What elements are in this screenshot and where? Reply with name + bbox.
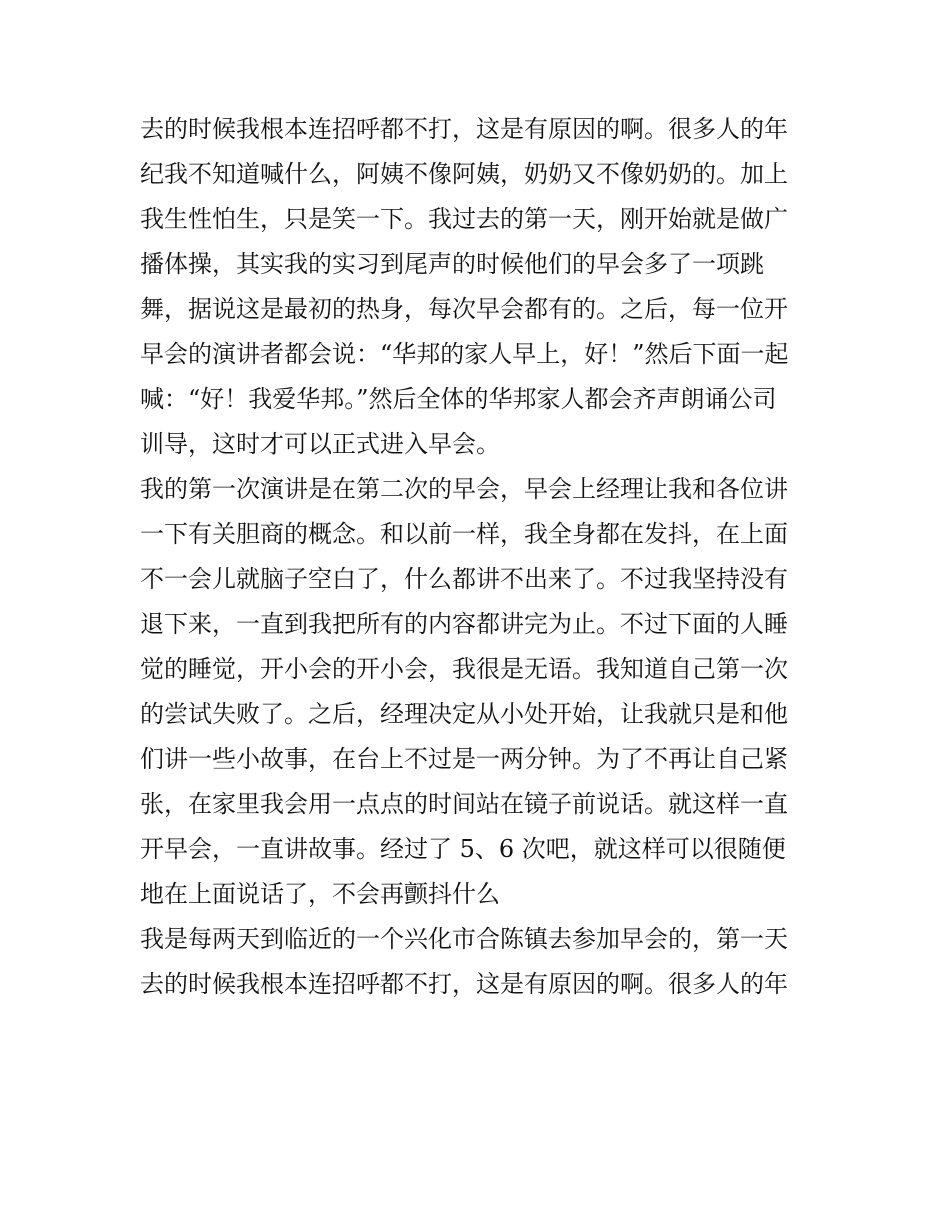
text-line: 觉的睡觉，开小会的开小会，我很是无语。我知道自己第一次: [140, 655, 788, 683]
text-line: 去的时候我根本连招呼都不打，这是有原因的啊。很多人的年: [140, 115, 788, 143]
text-line: 一下有关胆商的概念。和以前一样，我全身都在发抖，在上面: [140, 520, 788, 548]
text-line: 的尝试失败了。之后，经理决定从小处开始，让我就只是和他: [140, 700, 788, 728]
text-line: 张，在家里我会用一点点的时间站在镜子前说话。就这样一直: [140, 790, 788, 818]
text-line: 退下来，一直到我把所有的内容都讲完为止。不过下面的人睡: [140, 610, 788, 638]
text-line: 喊：“好！我爱华邦。”然后全体的华邦家人都会齐声朗诵公司: [140, 385, 777, 413]
text-line: 我的第一次演讲是在第二次的早会，早会上经理让我和各位讲: [140, 475, 788, 503]
text-line: 我生性怕生，只是笑一下。我过去的第一天，刚开始就是做广: [140, 205, 788, 233]
text-line: 们讲一些小故事，在台上不过是一两分钟。为了不再让自己紧: [140, 745, 788, 773]
text-line: 不一会儿就脑子空白了，什么都讲不出来了。不过我坚持没有: [140, 565, 788, 593]
text-line: 早会的演讲者都会说：“华邦的家人早上，好！”然后下面一起: [140, 340, 789, 368]
text-line: 地在上面说话了，不会再颤抖什么: [140, 880, 500, 908]
text-line: 开早会，一直讲故事。经过了 5、6 次吧，就这样可以很随便: [140, 835, 786, 863]
text-line: 播体操，其实我的实习到尾声的时候他们的早会多了一项跳: [140, 250, 764, 278]
body-text: [140, 107, 812, 1007]
text-line: 训导，这时才可以正式进入早会。: [140, 430, 500, 458]
text-line: 舞，据说这是最初的热身，每次早会都有的。之后，每一位开: [140, 295, 788, 323]
text-line: 去的时候我根本连招呼都不打，这是有原因的啊。很多人的年: [140, 970, 788, 998]
text-line: 我是每两天到临近的一个兴化市合陈镇去参加早会的，第一天: [140, 925, 788, 953]
text-line: 纪我不知道喊什么，阿姨不像阿姨，奶奶又不像奶奶的。加上: [140, 160, 788, 188]
